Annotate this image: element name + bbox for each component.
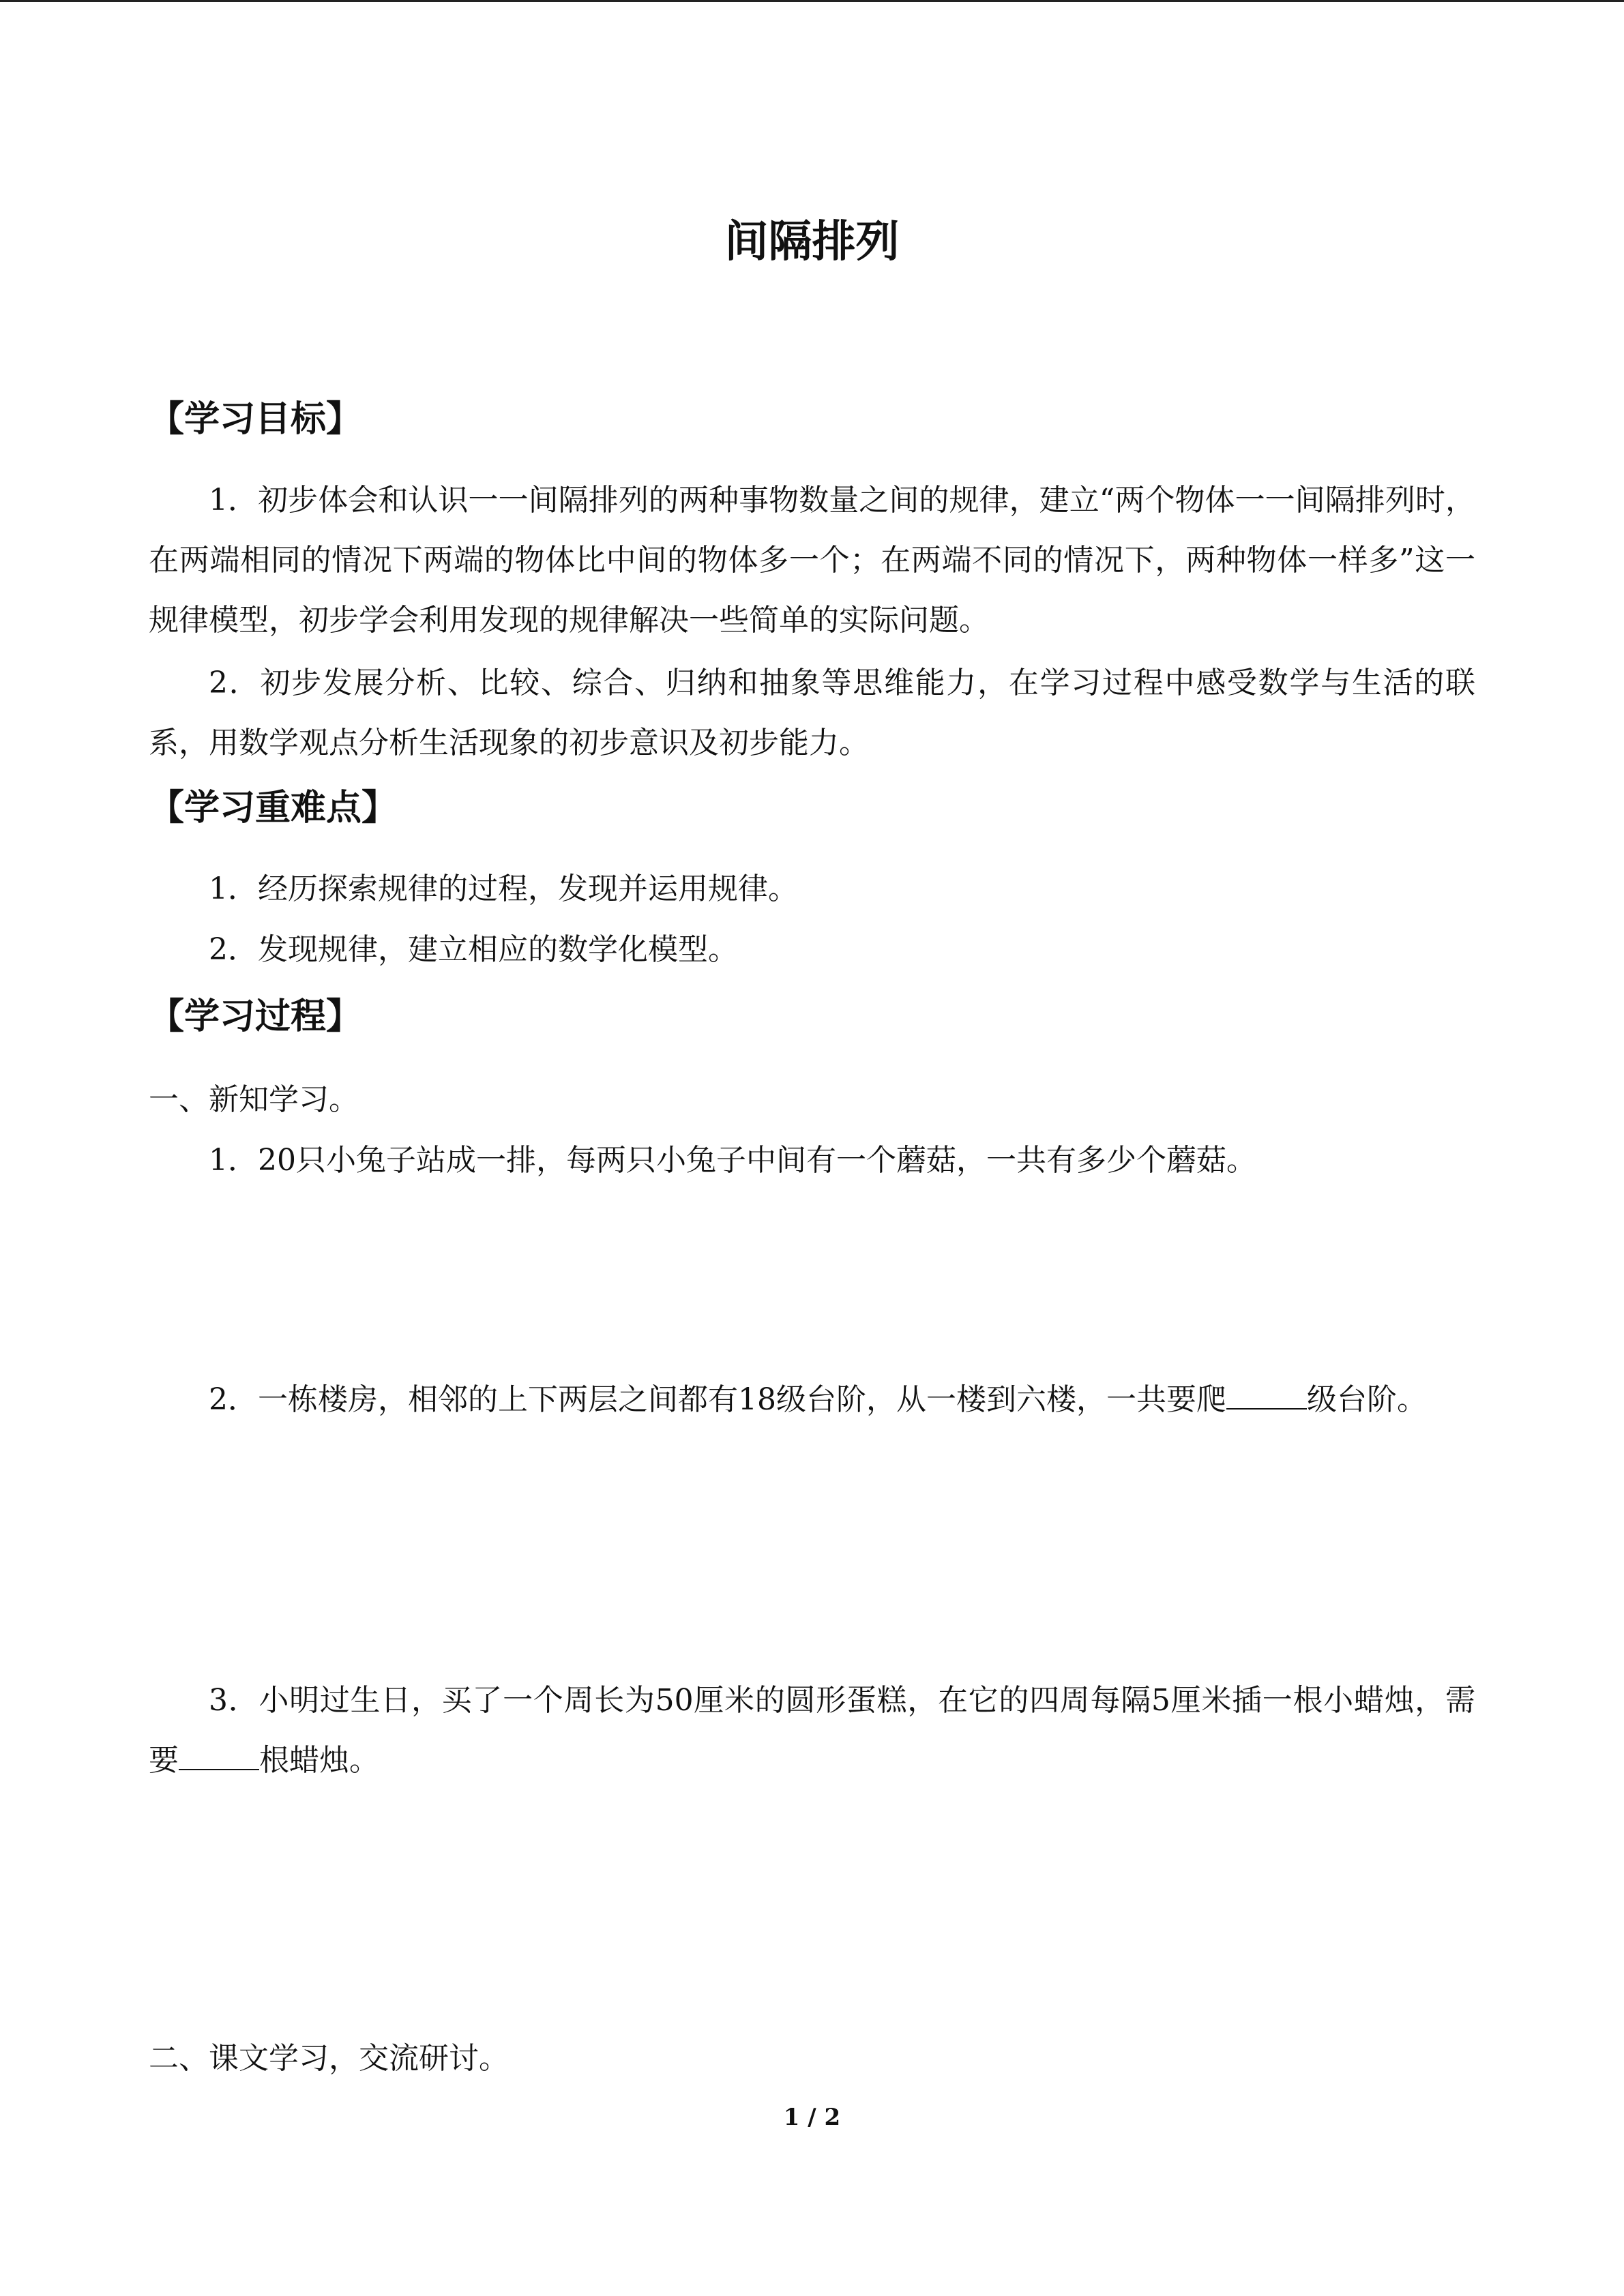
question-2-answer-blank[interactable] — [1226, 1381, 1307, 1410]
question-3-text-end: 根蜡烛。 — [259, 1743, 379, 1778]
top-border — [0, 0, 1624, 2]
objective-item-2: 2．初步发展分析、比较、综合、归纳和抽象等思维能力，在学习过程中感受数学与生活的联系，用数学观点分析生活现象的初步意识及初步能力。 — [149, 666, 1475, 760]
heading-process: 【学习过程】 — [149, 996, 362, 1037]
question-2-text: 2．一栋楼房，相邻的上下两层之间都有18级台阶，从一楼到六楼，一共要爬 — [209, 1382, 1226, 1417]
question-3-text: 3．小明过生日，买了一个周长为50厘米的圆形蛋糕，在它的四周每隔5厘米插一根小蜡烛，需要 — [149, 1683, 1475, 1778]
page-number: 1 / 2 — [783, 2104, 841, 2131]
question-2 — [149, 1370, 1475, 1430]
part1-title: 一、新知学习。 — [149, 1082, 359, 1117]
key-point-item-2: 2．发现规律，建立相应的数学化模型。 — [209, 932, 738, 967]
question-2-text-end: 级台阶。 — [1306, 1382, 1427, 1417]
heading-key-points: 【学习重难点】 — [149, 788, 398, 829]
question-1: 1．20只小兔子站成一排，每两只小兔子中间有一个蘑菇，一共有多少个蘑菇。 — [209, 1143, 1256, 1178]
objective-item-1: 1．初步体会和认识一一间隔排列的两种事物数量之间的规律，建立“两个物体一一间隔排列时，在两端相同的情况下两端的物体比中间的物体多一个；在两端不同的情况下，两种物体一样多”这一规律模型，初步学会利用发现的规律解决一些简单的实际问题。 — [149, 483, 1475, 638]
question-3-answer-blank[interactable] — [179, 1742, 259, 1770]
heading-objectives: 【学习目标】 — [149, 399, 362, 440]
key-point-item-1: 1．经历探索规律的过程，发现并运用规律。 — [209, 871, 798, 906]
question-3 — [149, 1671, 1475, 1791]
part2-title: 二、课文学习，交流研讨。 — [149, 2041, 509, 2076]
page-title: 间隔排列 — [724, 217, 900, 267]
